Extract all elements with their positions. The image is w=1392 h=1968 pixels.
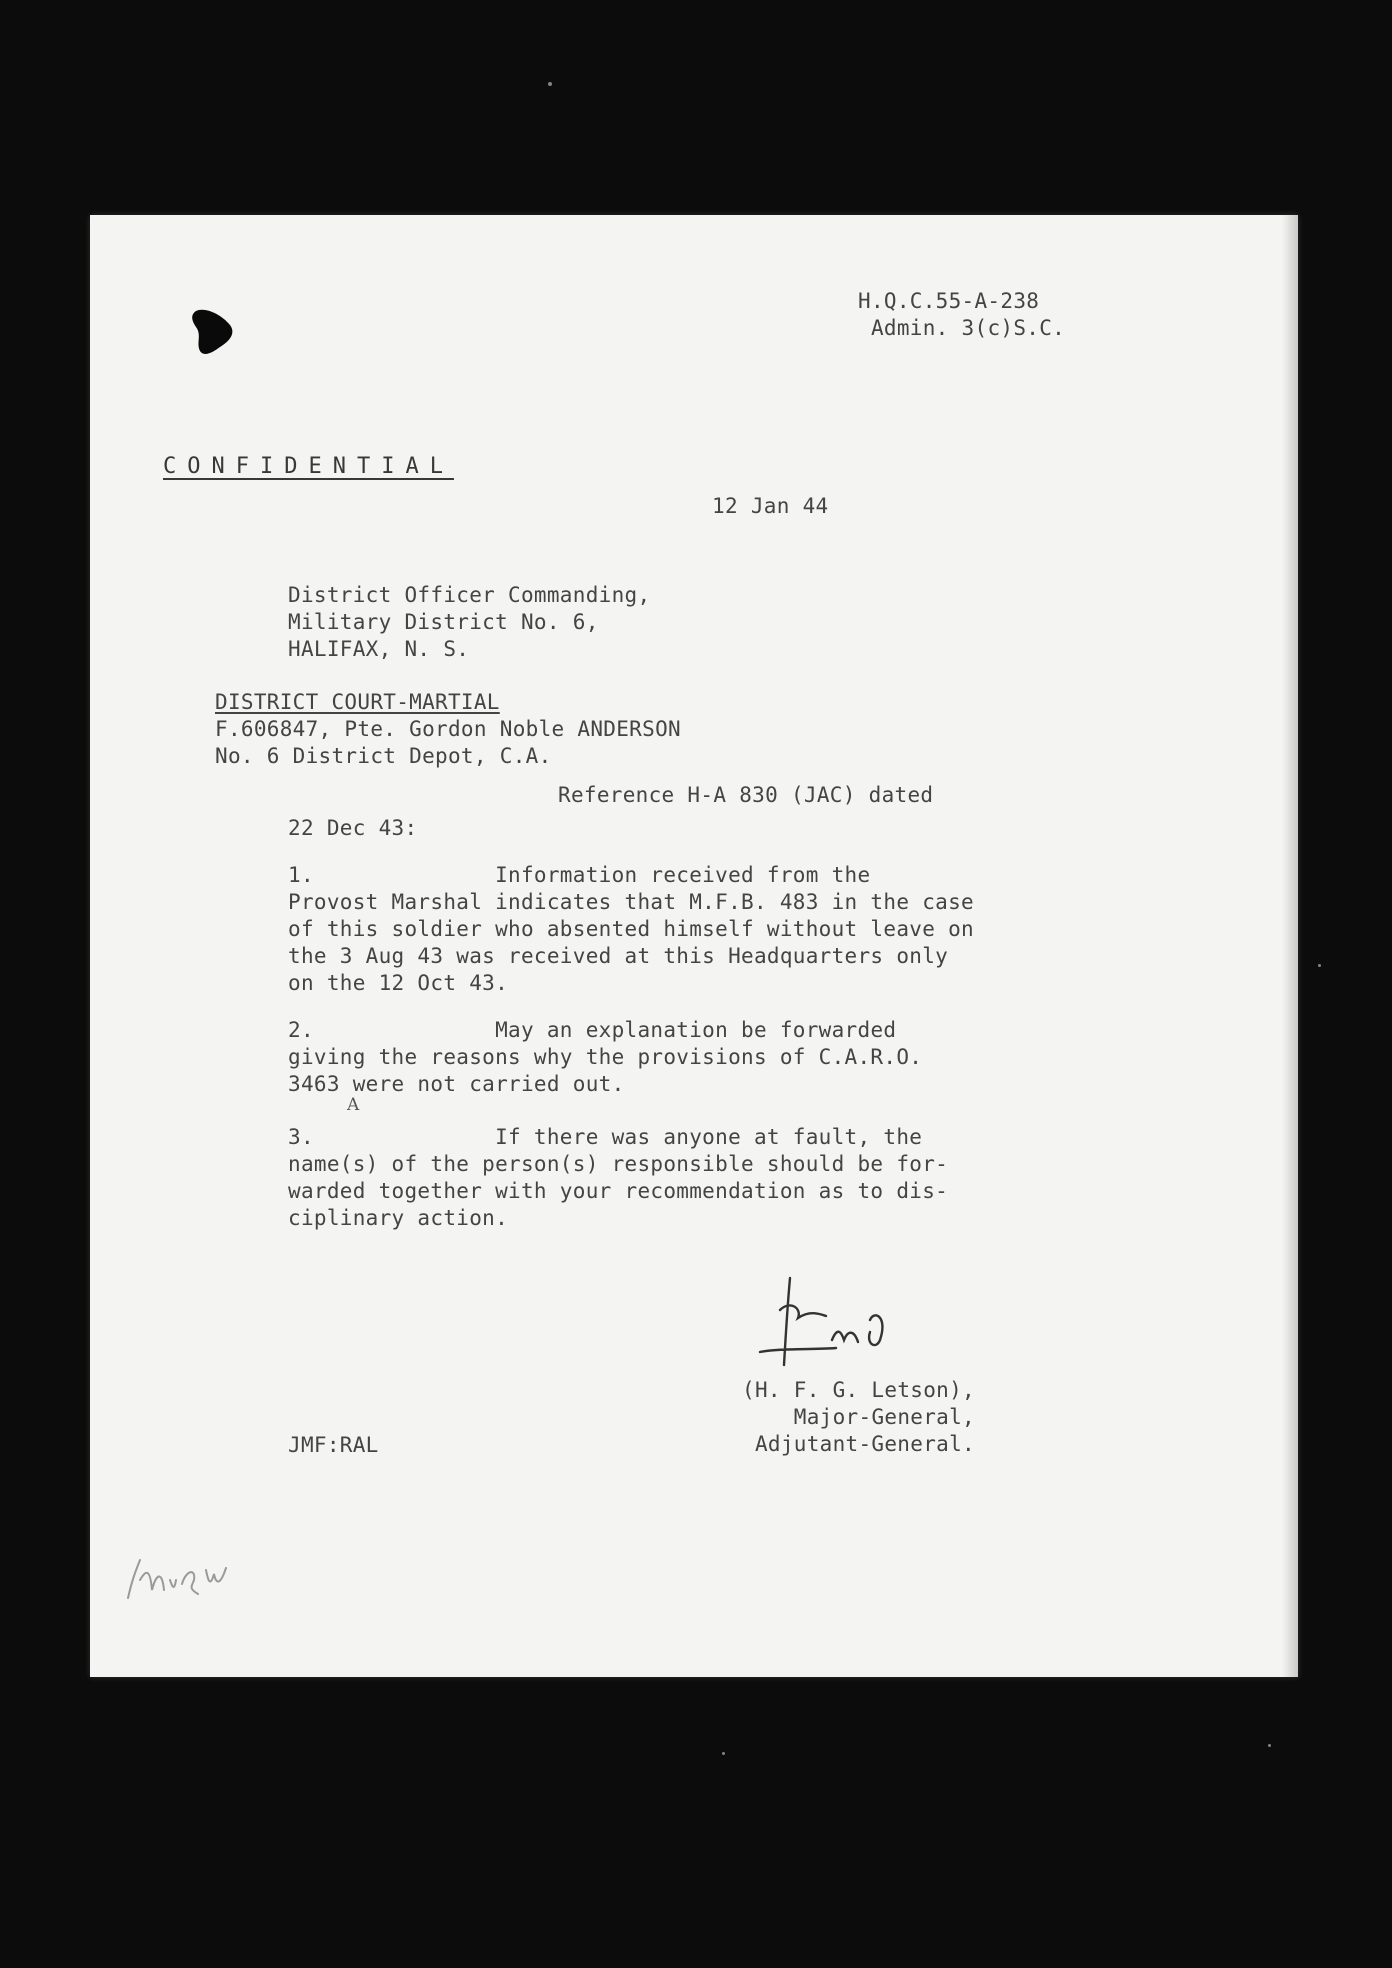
- paragraph-number: 3.: [288, 1125, 314, 1149]
- reference-line-continued: 22 Dec 43:: [288, 816, 418, 840]
- document-page: [90, 215, 1298, 1677]
- subject-line: No. 6 District Depot, C.A.: [215, 744, 552, 768]
- paragraph-2: [288, 1017, 922, 1098]
- addressee-line: Military District No. 6,: [288, 610, 599, 634]
- paragraph-line: of this soldier who absented himself without leave on: [288, 917, 974, 941]
- paragraph-line: 3463 were not carried out.: [288, 1072, 625, 1096]
- paragraph-line: giving the reasons why the provisions of C.A.R.O.: [288, 1045, 923, 1069]
- admin-reference: Admin. 3(c)S.C.: [870, 316, 1066, 340]
- addressee-line: HALIFAX, N. S.: [288, 637, 470, 661]
- paragraph-line: warded together with your recommendation as to dis-: [288, 1179, 949, 1203]
- reference-block: [858, 288, 1065, 342]
- paragraph-number: 1.: [288, 863, 314, 887]
- pencil-initials-icon: [110, 1540, 260, 1610]
- addressee-block: [288, 582, 650, 663]
- paragraph-line: If there was anyone at fault, the: [495, 1125, 923, 1149]
- subject-line: F.606847, Pte. Gordon Noble ANDERSON: [215, 717, 681, 741]
- paragraph-line: the 3 Aug 43 was received at this Headquarters only: [288, 944, 949, 968]
- paragraph-number: 2.: [288, 1018, 314, 1042]
- signatory-rank: Major-General,: [793, 1405, 975, 1429]
- paragraph-line: ciplinary action.: [288, 1206, 509, 1230]
- handwritten-signature-icon: [740, 1270, 940, 1390]
- letter-date: 12 Jan 44: [712, 494, 829, 518]
- paragraph-line: name(s) of the person(s) responsible should be for-: [288, 1152, 949, 1176]
- paragraph-line: on the 12 Oct 43.: [288, 971, 509, 995]
- file-reference: H.Q.C.55-A-238: [858, 289, 1040, 313]
- addressee-line: District Officer Commanding,: [288, 583, 651, 607]
- classification-heading: CONFIDENTIAL: [163, 454, 454, 479]
- ink-blot-icon: [190, 307, 236, 359]
- reference-line: Reference H-A 830 (JAC) dated: [558, 783, 934, 807]
- subject-title: DISTRICT COURT-MARTIAL: [215, 690, 500, 714]
- subject-block: [215, 689, 681, 770]
- paragraph-line: May an explanation be forwarded: [495, 1018, 897, 1042]
- handwritten-caret: A: [347, 1095, 360, 1115]
- signatory-appointment: Adjutant-General.: [754, 1432, 975, 1456]
- paragraph-line: Information received from the: [495, 863, 871, 887]
- paragraph-3: [288, 1124, 948, 1232]
- paragraph-line: Provost Marshal indicates that M.F.B. 483 in the case: [288, 890, 974, 914]
- typist-initials: JMF:RAL: [288, 1433, 379, 1457]
- signatory-name: (H. F. G. Letson),: [742, 1378, 975, 1402]
- signature-block: [742, 1377, 975, 1458]
- paragraph-1: [288, 862, 974, 997]
